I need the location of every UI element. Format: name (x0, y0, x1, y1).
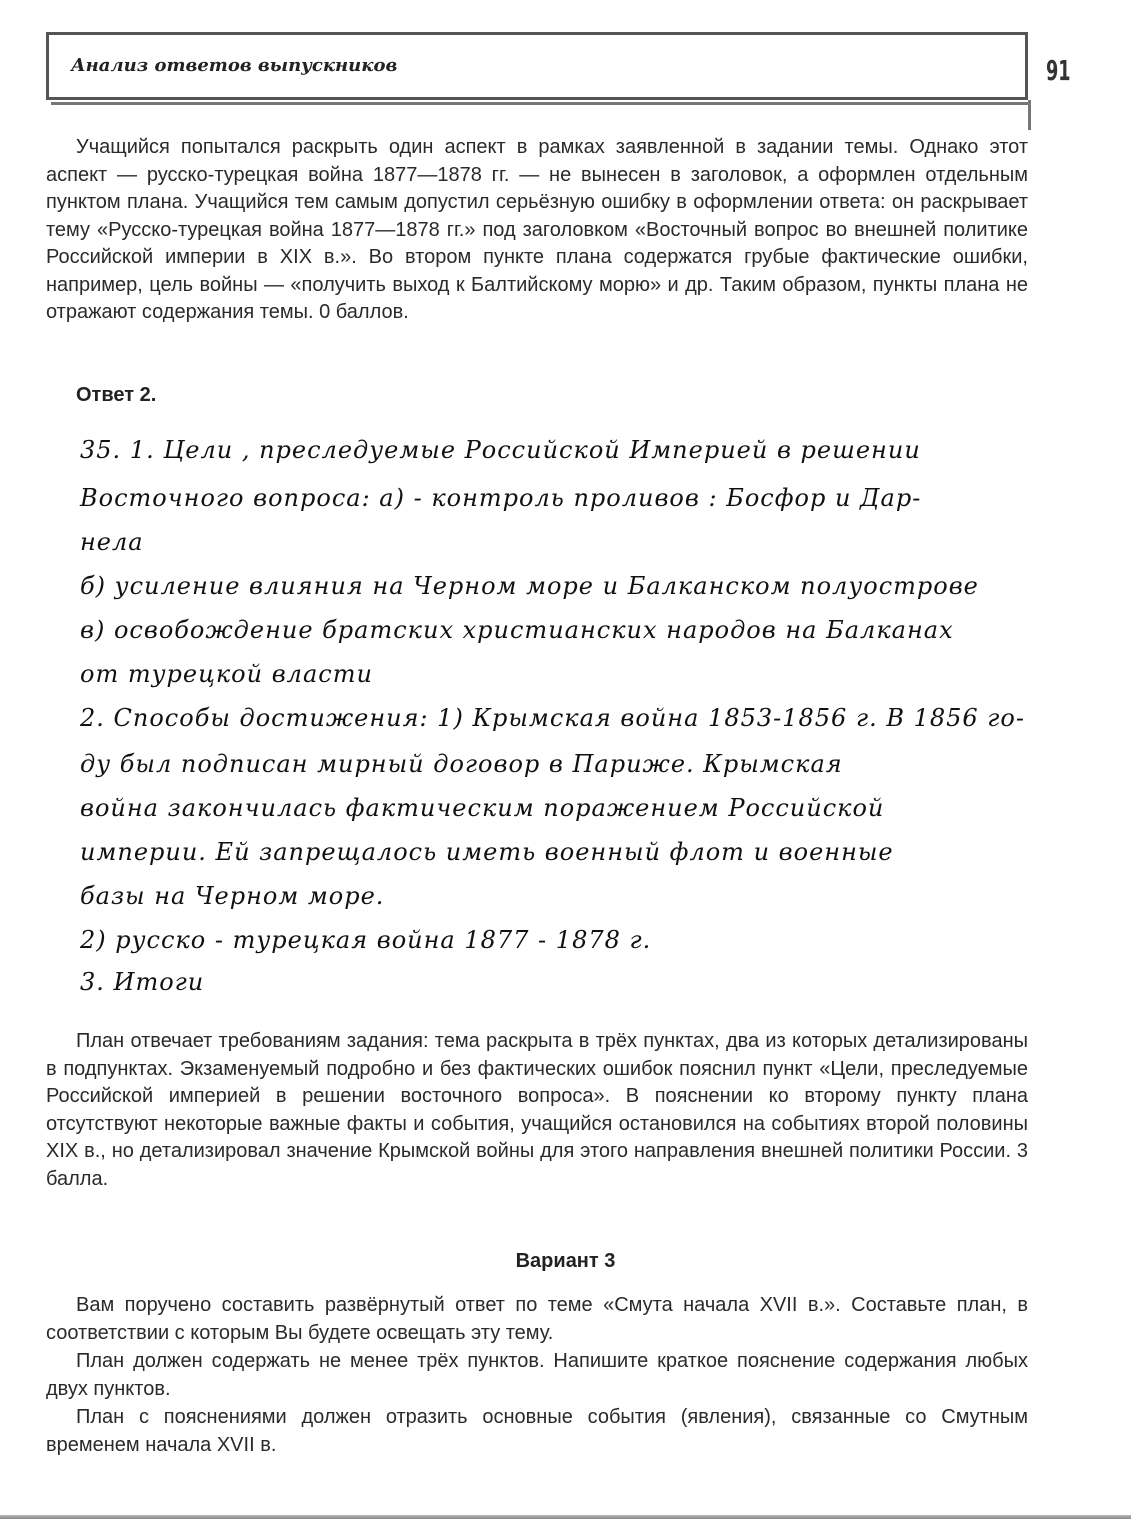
handwritten-line: 3. Итоги (80, 968, 205, 996)
handwritten-line: 2) русско - турецкая война 1877 - 1878 г. (80, 926, 652, 954)
header-rule (1028, 100, 1031, 130)
handwritten-line: от турецкой власти (80, 660, 373, 688)
handwritten-line: 35. 1. Цели , преследуемые Российской Империей в решении (80, 436, 921, 464)
variant-paragraph: План с пояснениями должен отразить основные события (явления), связанные со Смутным временем начала XVII в. (46, 1406, 1028, 1456)
running-header (46, 32, 1028, 100)
handwritten-line: 2. Способы достижения: 1) Крымская война 1853-1856 г. В 1856 го- (80, 704, 1025, 732)
handwritten-line: базы на Черном море. (80, 882, 385, 910)
answer-label: Ответ 2. (76, 384, 157, 406)
bottom-rule (0, 1515, 1131, 1519)
page-number: 91 (1046, 54, 1071, 87)
variant-paragraph: Вам поручено составить развёрнутый ответ по теме «Смута начала XVII в.». Составьте план, в соответствии с которым Вы будете освещать эту тему. (46, 1294, 1028, 1344)
evaluation-paragraph: План отвечает требованиям задания: тема раскрыта в трёх пунктах, два из которых детализированы в подпунктах. Экзаменуемый подробно и без фактических ошибок пояснил пункт «Цели, преследуемые Российской империей в решении восточного вопроса». В пояснении ко второму пункту плана отсутствуют некоторые важные факты и события, учащийся остановился на событиях второй половины XIX в., но детализировал значение Крымской войны для этого направления внешней политики России. 3 балла. (46, 1030, 1028, 1190)
intro-paragraph: Учащийся попытался раскрыть один аспект в рамках заявленной в задании темы. Однако этот аспект — русско-турецкая война 1877—1878 гг. — не вынесен в заголовок, а оформлен отдельным пунктом плана. Учащийся тем самым допустил серьёзную ошибку в оформлении ответа: он раскрывает тему «Русско-турецкая война 1877—1878 гг.» под заголовком «Восточный вопрос во внешней политике Российской империи в XIX в.». Во втором пункте плана содержатся грубые фактические ошибки, например, цель войны — «получить выход к Балтийскому морю» и др. Таким образом, пункты плана не отражают содержания темы. 0 баллов. (46, 136, 1028, 323)
handwritten-line: война закончилась фактическим поражением Российской (80, 794, 885, 822)
handwritten-line: Восточного вопроса: а) - контроль проливов : Босфор и Дар- (80, 484, 922, 512)
variant-paragraph: План должен содержать не менее трёх пунктов. Напишите краткое пояснение содержания любых двух пунктов. (46, 1350, 1028, 1400)
header-title: Анализ ответов выпускников (71, 55, 398, 76)
handwritten-line: б) усиление влияния на Черном море и Балканском полуострове (80, 572, 979, 600)
handwritten-line: империи. Ей запрещалось иметь военный флот и военные (80, 838, 894, 866)
handwritten-line: ду был подписан мирный договор в Париже. Крымская (80, 750, 843, 778)
handwritten-line: в) освобождение братских христианских народов на Балканах (80, 616, 954, 644)
variant-title: Вариант 3 (515, 1250, 616, 1272)
handwritten-line: нела (80, 528, 144, 556)
